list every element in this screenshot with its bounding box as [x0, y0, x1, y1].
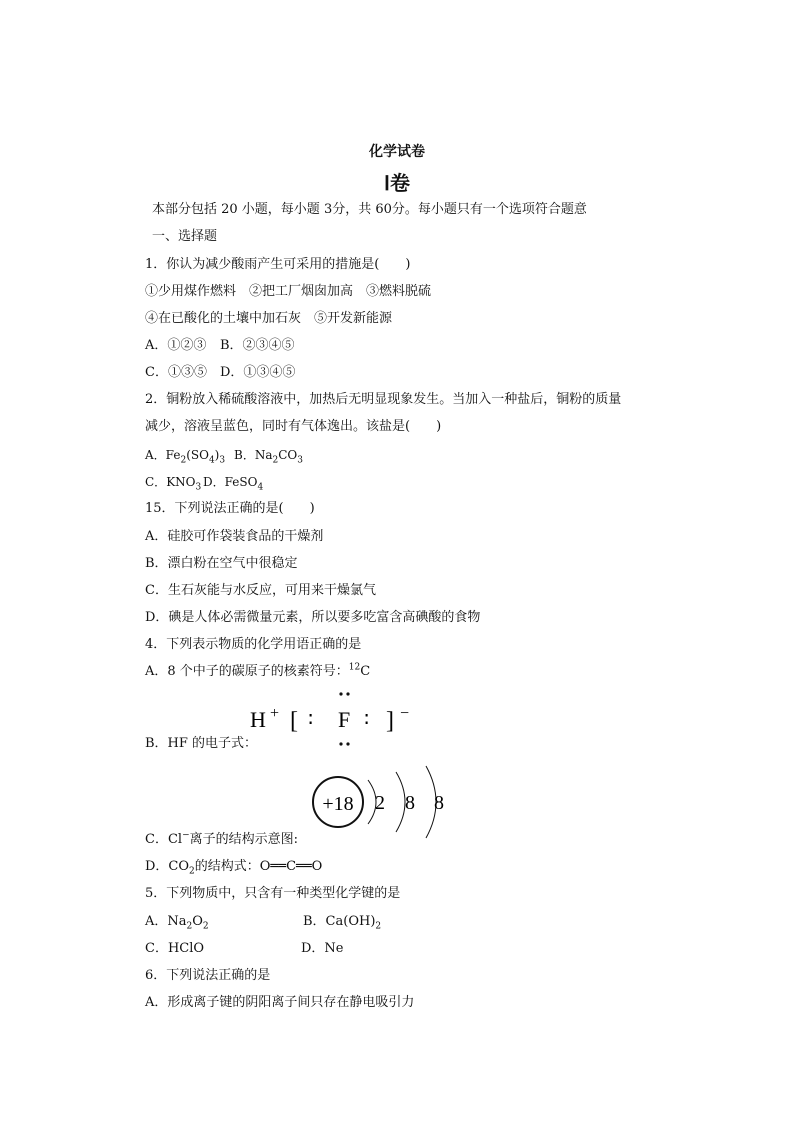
- left-bracket: [: [290, 708, 298, 734]
- f-symbol: F: [338, 707, 351, 732]
- right-bracket: ]: [386, 708, 394, 734]
- section-title: Ⅰ卷: [384, 173, 410, 195]
- cl-ion-structure-diagram: [308, 762, 458, 842]
- shell-electrons-2: 8: [405, 792, 415, 814]
- q15-option-a: A．硅胶可作袋装食品的干燥剂: [145, 529, 324, 544]
- q15-option-b: B．漂白粉在空气中很稳定: [145, 556, 298, 571]
- q15-option-d: D．碘是人体必需微量元素，所以要多吃富含高碘酸的食物: [145, 610, 481, 625]
- exam-title: 化学试卷: [369, 144, 425, 160]
- q4-option-d: D．$CO_2$的结构式：O══C══O: [145, 859, 323, 877]
- q1-option-c: C．①③⑤: [145, 365, 207, 380]
- q1-option-a: A．①②③: [145, 338, 207, 353]
- q1-options-line1: ①少用煤作燃料 ②把工厂烟囱加高 ③燃料脱硫: [145, 284, 432, 299]
- q15-option-c: C．生石灰能与水反应，可用来干燥氯气: [145, 583, 376, 598]
- left-electron-pair: ∶: [308, 709, 314, 731]
- h-symbol: H: [250, 707, 266, 732]
- q2-stem: 2．铜粉放入稀硫酸溶液中，加热后无明显现象发生。当加入一种盐后，铜粉的质量: [145, 392, 622, 407]
- q4-option-b: B．HF 的电子式：: [145, 736, 258, 751]
- right-electron-pair: ∶: [364, 709, 370, 731]
- part-label: 一、选择题: [152, 229, 218, 244]
- top-electron-2: [346, 692, 349, 695]
- nucleus-charge: +18: [322, 793, 354, 815]
- q5-option-a: A．$Na_2O_2$: [145, 914, 209, 932]
- q4-option-c: C．Cl−离子的结构示意图:: [145, 830, 298, 847]
- q2-option-b: B．$Na_2CO_3$: [234, 448, 303, 466]
- q15-stem: 15．下列说法正确的是( ): [145, 501, 315, 516]
- intro-text: 本部分包括 20 小题，每小题 3分，共 60分。每小题只有一个选项符合题意: [152, 202, 587, 217]
- q5-option-b: B．$Ca(OH)_2$: [303, 914, 382, 932]
- top-electron-1: [339, 692, 342, 695]
- q2-stem-cont: 减少，溶液呈蓝色，同时有气体逸出。该盐是( ): [145, 419, 442, 434]
- plus-charge: +: [270, 705, 280, 722]
- q1-options-line2: ④在已酸化的土壤中加石灰 ⑤开发新能源: [145, 311, 393, 326]
- shell-electrons-3: 8: [434, 792, 444, 814]
- q2-option-c: C．$KNO_3$: [145, 475, 202, 493]
- q2-option-d: D．FeSO$_4$: [203, 475, 264, 493]
- q5-option-d: D．Ne: [301, 941, 344, 956]
- shell-electrons-1: 2: [375, 792, 385, 814]
- q6-option-a: A．形成离子键的阴阳离子间只存在静电吸引力: [145, 995, 415, 1010]
- q5-option-c: C．HClO: [145, 941, 205, 956]
- q1-stem: 1．你认为减少酸雨产生可采用的措施是( ): [145, 257, 411, 272]
- q6-stem: 6．下列说法正确的是: [145, 968, 271, 983]
- q1-option-b: B．②③④⑤: [220, 338, 295, 353]
- hf-electron-formula: [240, 688, 430, 750]
- q4-option-a: A．8 个中子的碳原子的核素符号：$^{12}$C: [145, 662, 371, 679]
- minus-charge: −: [400, 705, 410, 722]
- q1-option-d: D．①③④⑤: [220, 365, 296, 380]
- shell-arc-2: [396, 772, 405, 832]
- bottom-electron-1: [339, 742, 342, 745]
- q4-stem: 4．下列表示物质的化学用语正确的是: [145, 637, 362, 652]
- q2-option-a: A．$Fe_2(SO_4)_3$: [145, 448, 226, 466]
- bottom-electron-2: [346, 742, 349, 745]
- q5-stem: 5．下列物质中，只含有一种类型化学键的是: [145, 886, 401, 901]
